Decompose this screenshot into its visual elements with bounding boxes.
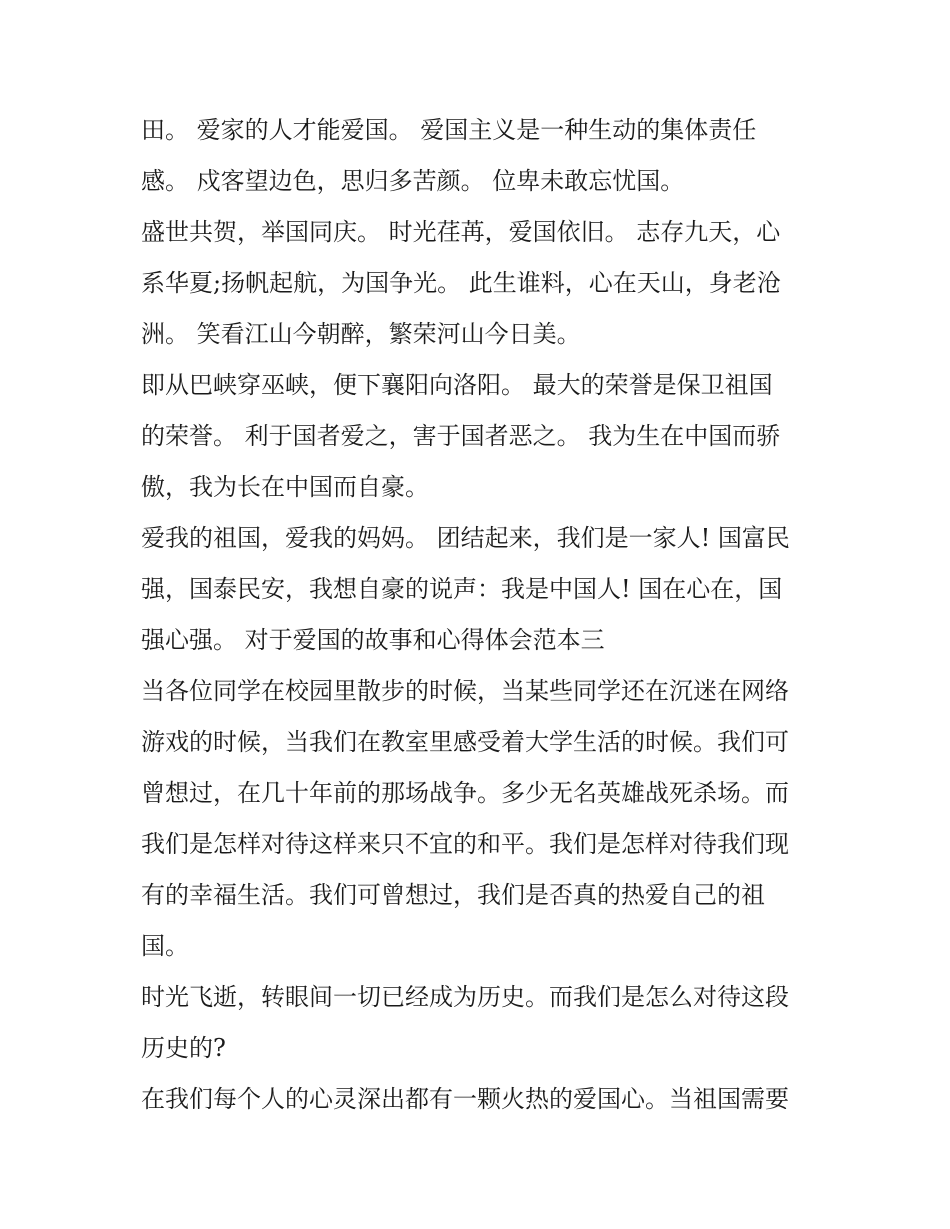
text-line: 曾想过，在几十年前的那场战争。多少无名英雄战死杀场。而 [141, 779, 789, 807]
text-line: 盛世共贺，举国同庆。 时光荏苒，爱国依旧。 志存九天，心 [141, 218, 781, 246]
text-line: 时光飞逝，转眼间一切已经成为历史。而我们是怎么对待这段 [141, 983, 789, 1011]
text-line: 田。 爱家的人才能爱国。 爱国主义是一种生动的集体责任 [141, 116, 757, 144]
text-line: 游戏的时候，当我们在教室里感受着大学生活的时候。我们可 [141, 728, 789, 756]
body-text [141, 105, 821, 1125]
text-line: 强，国泰民安，我想自豪的说声：我是中国人! 国在心在，国 [141, 575, 783, 603]
text-line: 的荣誉。 利于国者爱之，害于国者恶之。 我为生在中国而骄 [141, 422, 781, 450]
text-line: 在我们每个人的心灵深出都有一颗火热的爱国心。当祖国需要 [141, 1085, 789, 1113]
text-line: 傲，我为长在中国而自豪。 [141, 473, 429, 501]
text-line: 我们是怎样对待这样来只不宜的和平。我们是怎样对待我们现 [141, 830, 789, 858]
text-line: 爱我的祖国，爱我的妈妈。 团结起来，我们是一家人! 国富民 [141, 524, 790, 552]
text-line: 强心强。 对于爱国的故事和心得体会范本三 [141, 626, 605, 654]
text-line: 有的幸福生活。我们可曾想过，我们是否真的热爱自己的祖 [141, 881, 765, 909]
text-line: 即从巴峡穿巫峡，便下襄阳向洛阳。 最大的荣誉是保卫祖国 [141, 371, 773, 399]
text-line: 系华夏;扬帆起航，为国争光。 此生谁料，心在天山，身老沧 [141, 269, 781, 297]
text-line: 感。 戍客望边色，思归多苦颜。 位卑未敢忘忧国。 [141, 167, 685, 195]
text-line: 国。 [141, 932, 189, 960]
text-line: 历史的? [141, 1034, 226, 1062]
text-line: 当各位同学在校园里散步的时候，当某些同学还在沉迷在网络 [141, 677, 789, 705]
text-line: 洲。 笑看江山今朝醉，繁荣河山今日美。 [141, 320, 581, 348]
